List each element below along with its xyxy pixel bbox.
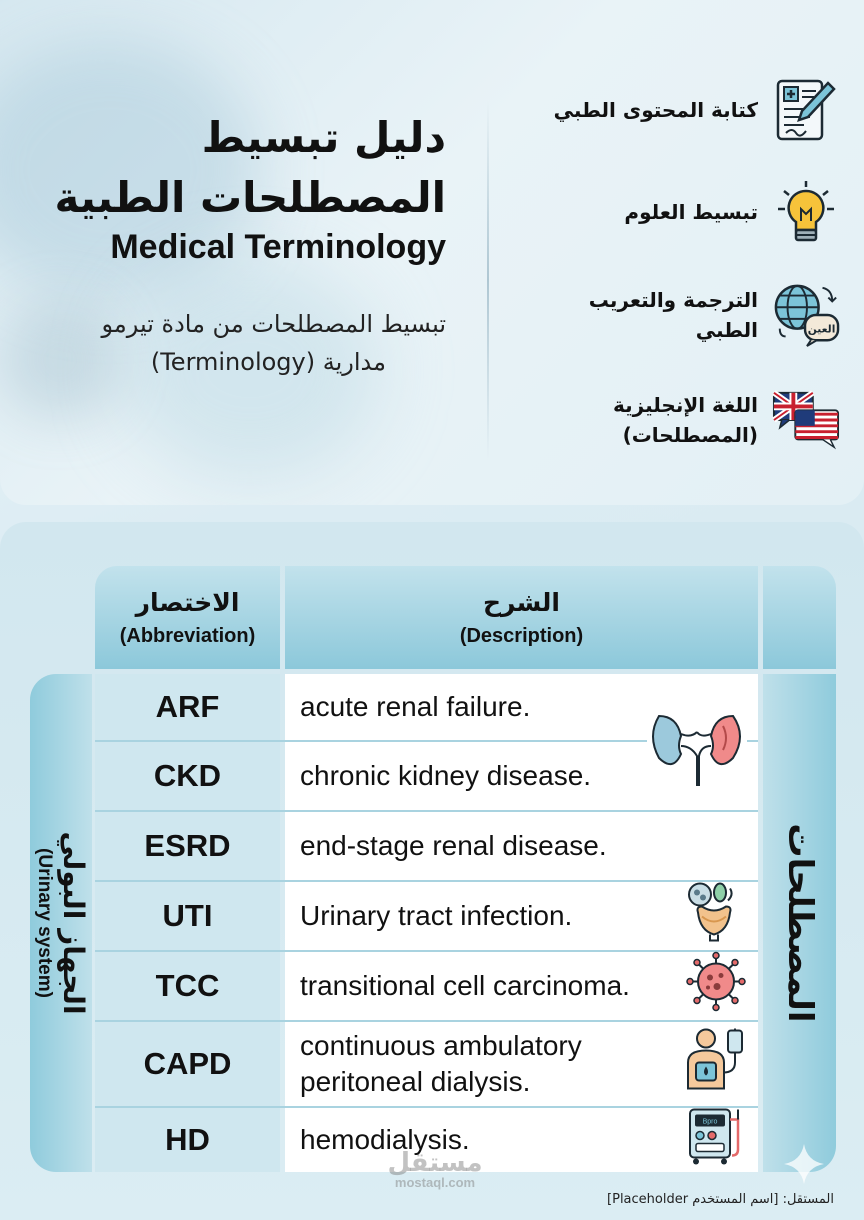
hemodialysis-machine-icon [684, 1106, 746, 1175]
column-header-abbreviation [95, 566, 280, 669]
service-item-content-writing [500, 70, 840, 150]
header-divider [487, 100, 489, 460]
group-label-terms [763, 674, 836, 1172]
service-label-line-1: اللغة الإنجليزية [613, 393, 758, 417]
description-cell [285, 1108, 758, 1172]
description-cell [285, 882, 758, 950]
page-title-arabic [26, 108, 446, 228]
column-header-corner [763, 566, 836, 669]
table-row [95, 952, 758, 1022]
abbreviation-cell: UTI [95, 882, 280, 950]
globe-translation-icon [772, 279, 840, 351]
description-text: transitional cell carcinoma. [300, 970, 630, 1001]
description-cell [285, 1022, 758, 1106]
column-header-description-en: (Description) [459, 624, 584, 647]
table-row [95, 812, 758, 882]
service-label-line-2: (المصطلحات) [622, 423, 758, 447]
service-label-line-2: الطبي [695, 318, 758, 342]
abbreviation-cell: HD [95, 1108, 280, 1172]
service-label: كتابة المحتوى الطبي [553, 98, 758, 122]
subtitle-line-2: مدارية (Terminology) [150, 348, 386, 376]
table-row [95, 882, 758, 952]
title-line-2: المصطلحات الطبية [54, 173, 446, 222]
group-label-en: (Urinary system) [34, 848, 55, 998]
description-cell: end-stage renal disease. [285, 812, 758, 880]
group-label-urinary-system [30, 674, 92, 1172]
service-item-translation [500, 275, 840, 355]
subtitle-line-1: تبسيط المصطلحات من مادة تيرمو [101, 310, 446, 338]
medical-document-pen-icon [772, 74, 840, 146]
table-row [95, 1022, 758, 1108]
abbreviation-cell: TCC [95, 952, 280, 1020]
kidneys-icon [647, 702, 747, 796]
group-label-ar: الجهاز البولي [57, 831, 90, 1015]
column-header-description [285, 566, 758, 669]
abbreviation-cell: ESRD [95, 812, 280, 880]
service-label: تبسيط العلوم [624, 200, 758, 224]
service-item-english-terms [500, 380, 840, 460]
uk-us-flags-icon [772, 384, 840, 456]
cancer-cell-icon [686, 952, 746, 1021]
watermark-ar: مستقل [387, 1148, 483, 1178]
description-cell: acute renal failure. [285, 674, 758, 740]
sparkle-icon [782, 1142, 826, 1186]
footer-credit: المستقل: [اسم المستخدم Placeholder] [607, 1192, 834, 1207]
description-text: continuous ambulatory peritoneal dialysis. [300, 1030, 582, 1097]
page-subtitle [26, 305, 446, 381]
service-item-science-simplification [500, 172, 840, 252]
service-label [613, 390, 758, 450]
watermark-en: mostaql.com [394, 1175, 476, 1190]
hd-screen-text: Bpro [702, 1118, 718, 1126]
description-cell [285, 952, 758, 1020]
column-header-description-ar: الشرح [483, 587, 560, 617]
page-title-english: Medical Terminology [110, 228, 446, 266]
bladder-bacteria-icon [686, 881, 746, 952]
abbreviation-cell: ARF [95, 674, 280, 740]
description-text: Urinary tract infection. [300, 900, 573, 931]
group-label-terms-text: المصطلحات [779, 823, 820, 1023]
translation-badge-text: العين [807, 322, 836, 336]
title-line-1: دليل تبسيط [201, 113, 446, 162]
peritoneal-dialysis-icon [684, 1027, 746, 1102]
service-label-line-1: الترجمة والتعريب [588, 288, 758, 312]
abbreviation-cell: CAPD [95, 1022, 280, 1106]
column-header-abbreviation-ar: الاختصار [135, 587, 240, 617]
terminology-table [95, 674, 758, 1172]
description-text: hemodialysis. [300, 1124, 470, 1155]
abbreviation-cell: CKD [95, 742, 280, 810]
service-label [589, 285, 758, 345]
mostaql-watermark [380, 1150, 490, 1190]
description-cell: chronic kidney disease. [285, 742, 758, 810]
lightbulb-icon [772, 176, 840, 248]
column-header-abbreviation-en: (Abbreviation) [119, 624, 256, 647]
